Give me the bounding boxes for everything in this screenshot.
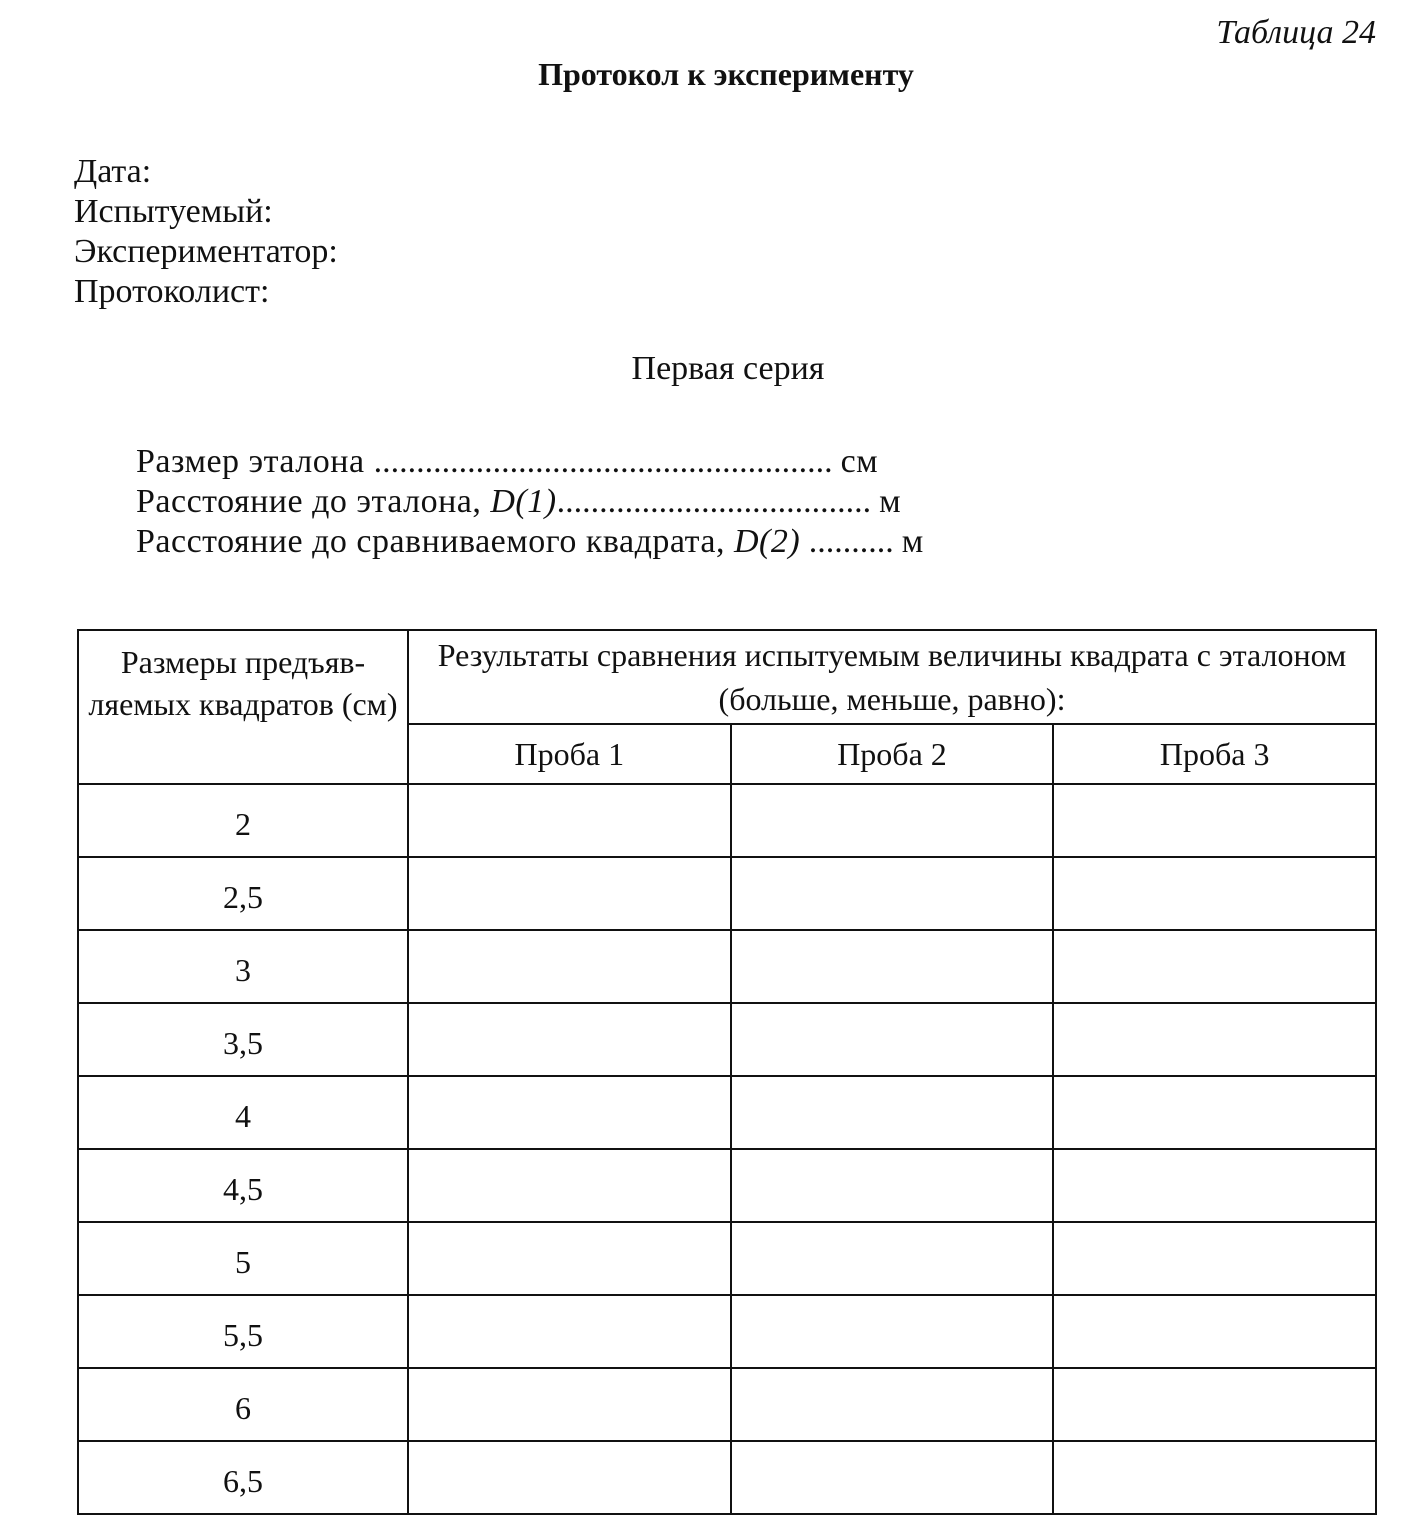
- trial-result-cell-2: [731, 784, 1054, 857]
- trial-result-cell-3: [1053, 1149, 1376, 1222]
- table-row: [78, 784, 1376, 857]
- size-column-header: Размеры предъяв-ляемых квадратов (см): [78, 630, 408, 784]
- table-row: [78, 1441, 1376, 1514]
- document-title: Протокол к эксперименту: [538, 56, 914, 92]
- trial-result-cell-1: [408, 930, 731, 1003]
- trial-result-cell-1: [408, 1149, 731, 1222]
- trial-result-cell-2: [731, 857, 1054, 930]
- size-cell: 6: [78, 1368, 408, 1441]
- table-row: [78, 857, 1376, 930]
- header-fields: [74, 152, 338, 312]
- param-dots: ......................................................: [373, 443, 833, 480]
- size-cell: 5,5: [78, 1295, 408, 1368]
- trial-header-2: Проба 2: [731, 724, 1054, 784]
- table-number: Таблица 24: [1216, 14, 1376, 51]
- trial-result-cell-3: [1053, 1076, 1376, 1149]
- table-row: [78, 1368, 1376, 1441]
- trial-result-cell-3: [1053, 857, 1376, 930]
- trial-result-cell-2: [731, 1441, 1054, 1514]
- trial-header-3: Проба 3: [1053, 724, 1376, 784]
- trial-result-cell-3: [1053, 1295, 1376, 1368]
- param-dots: .....................................: [556, 483, 872, 520]
- table-body: [78, 784, 1376, 1514]
- trial-result-cell-3: [1053, 1003, 1376, 1076]
- trial-result-cell-2: [731, 1003, 1054, 1076]
- param-label: Расстояние до эталона,: [136, 483, 491, 520]
- table-row: [78, 1222, 1376, 1295]
- field-date: Дата:: [74, 153, 152, 190]
- param-distance-compared: [136, 522, 924, 562]
- trial-result-cell-2: [731, 1222, 1054, 1295]
- param-dots: ..........: [800, 523, 894, 560]
- param-symbol: D(1): [490, 483, 557, 520]
- size-cell: 2: [78, 784, 408, 857]
- field-experimenter: Экспериментатор:: [74, 233, 338, 270]
- param-unit: м: [879, 483, 902, 520]
- trial-result-cell-1: [408, 1441, 731, 1514]
- table-row: [78, 1149, 1376, 1222]
- trial-result-cell-1: [408, 857, 731, 930]
- trial-result-cell-1: [408, 1003, 731, 1076]
- param-label: Расстояние до сравниваемого квадрата,: [136, 523, 734, 560]
- table-row: [78, 930, 1376, 1003]
- trial-result-cell-2: [731, 1368, 1054, 1441]
- size-cell: 3: [78, 930, 408, 1003]
- protocol-table: [77, 629, 1377, 1515]
- param-reference-size: [136, 442, 924, 482]
- param-label: Размер эталона: [136, 443, 374, 480]
- series-title: Первая серия: [631, 350, 825, 387]
- trial-result-cell-1: [408, 1076, 731, 1149]
- results-header: Результаты сравнения испытуемым величины квадрата с эталоном (больше, меньше, равно):: [408, 630, 1376, 724]
- table-row: [78, 1295, 1376, 1368]
- param-symbol: D(2): [733, 523, 801, 560]
- trial-result-cell-3: [1053, 1368, 1376, 1441]
- size-cell: 4,5: [78, 1149, 408, 1222]
- trial-header-1: Проба 1: [408, 724, 731, 784]
- trial-result-cell-2: [731, 1076, 1054, 1149]
- trial-result-cell-2: [731, 930, 1054, 1003]
- trial-result-cell-1: [408, 1295, 731, 1368]
- size-cell: 2,5: [78, 857, 408, 930]
- field-recorder: Протоколист:: [74, 273, 270, 310]
- table-row: [78, 1003, 1376, 1076]
- trial-result-cell-1: [408, 784, 731, 857]
- param-unit: см: [840, 443, 879, 480]
- trial-result-cell-3: [1053, 930, 1376, 1003]
- size-cell: 6,5: [78, 1441, 408, 1514]
- size-cell: 4: [78, 1076, 408, 1149]
- param-distance-reference: [136, 482, 924, 522]
- field-subject: Испытуемый:: [74, 193, 273, 230]
- trial-result-cell-3: [1053, 784, 1376, 857]
- table-row: [78, 1076, 1376, 1149]
- trial-result-cell-1: [408, 1222, 731, 1295]
- trial-result-cell-3: [1053, 1222, 1376, 1295]
- size-cell: 5: [78, 1222, 408, 1295]
- param-unit: м: [901, 523, 924, 560]
- trial-result-cell-2: [731, 1149, 1054, 1222]
- trial-result-cell-1: [408, 1368, 731, 1441]
- trial-result-cell-2: [731, 1295, 1054, 1368]
- parameters-block: [136, 442, 924, 562]
- size-cell: 3,5: [78, 1003, 408, 1076]
- trial-result-cell-3: [1053, 1441, 1376, 1514]
